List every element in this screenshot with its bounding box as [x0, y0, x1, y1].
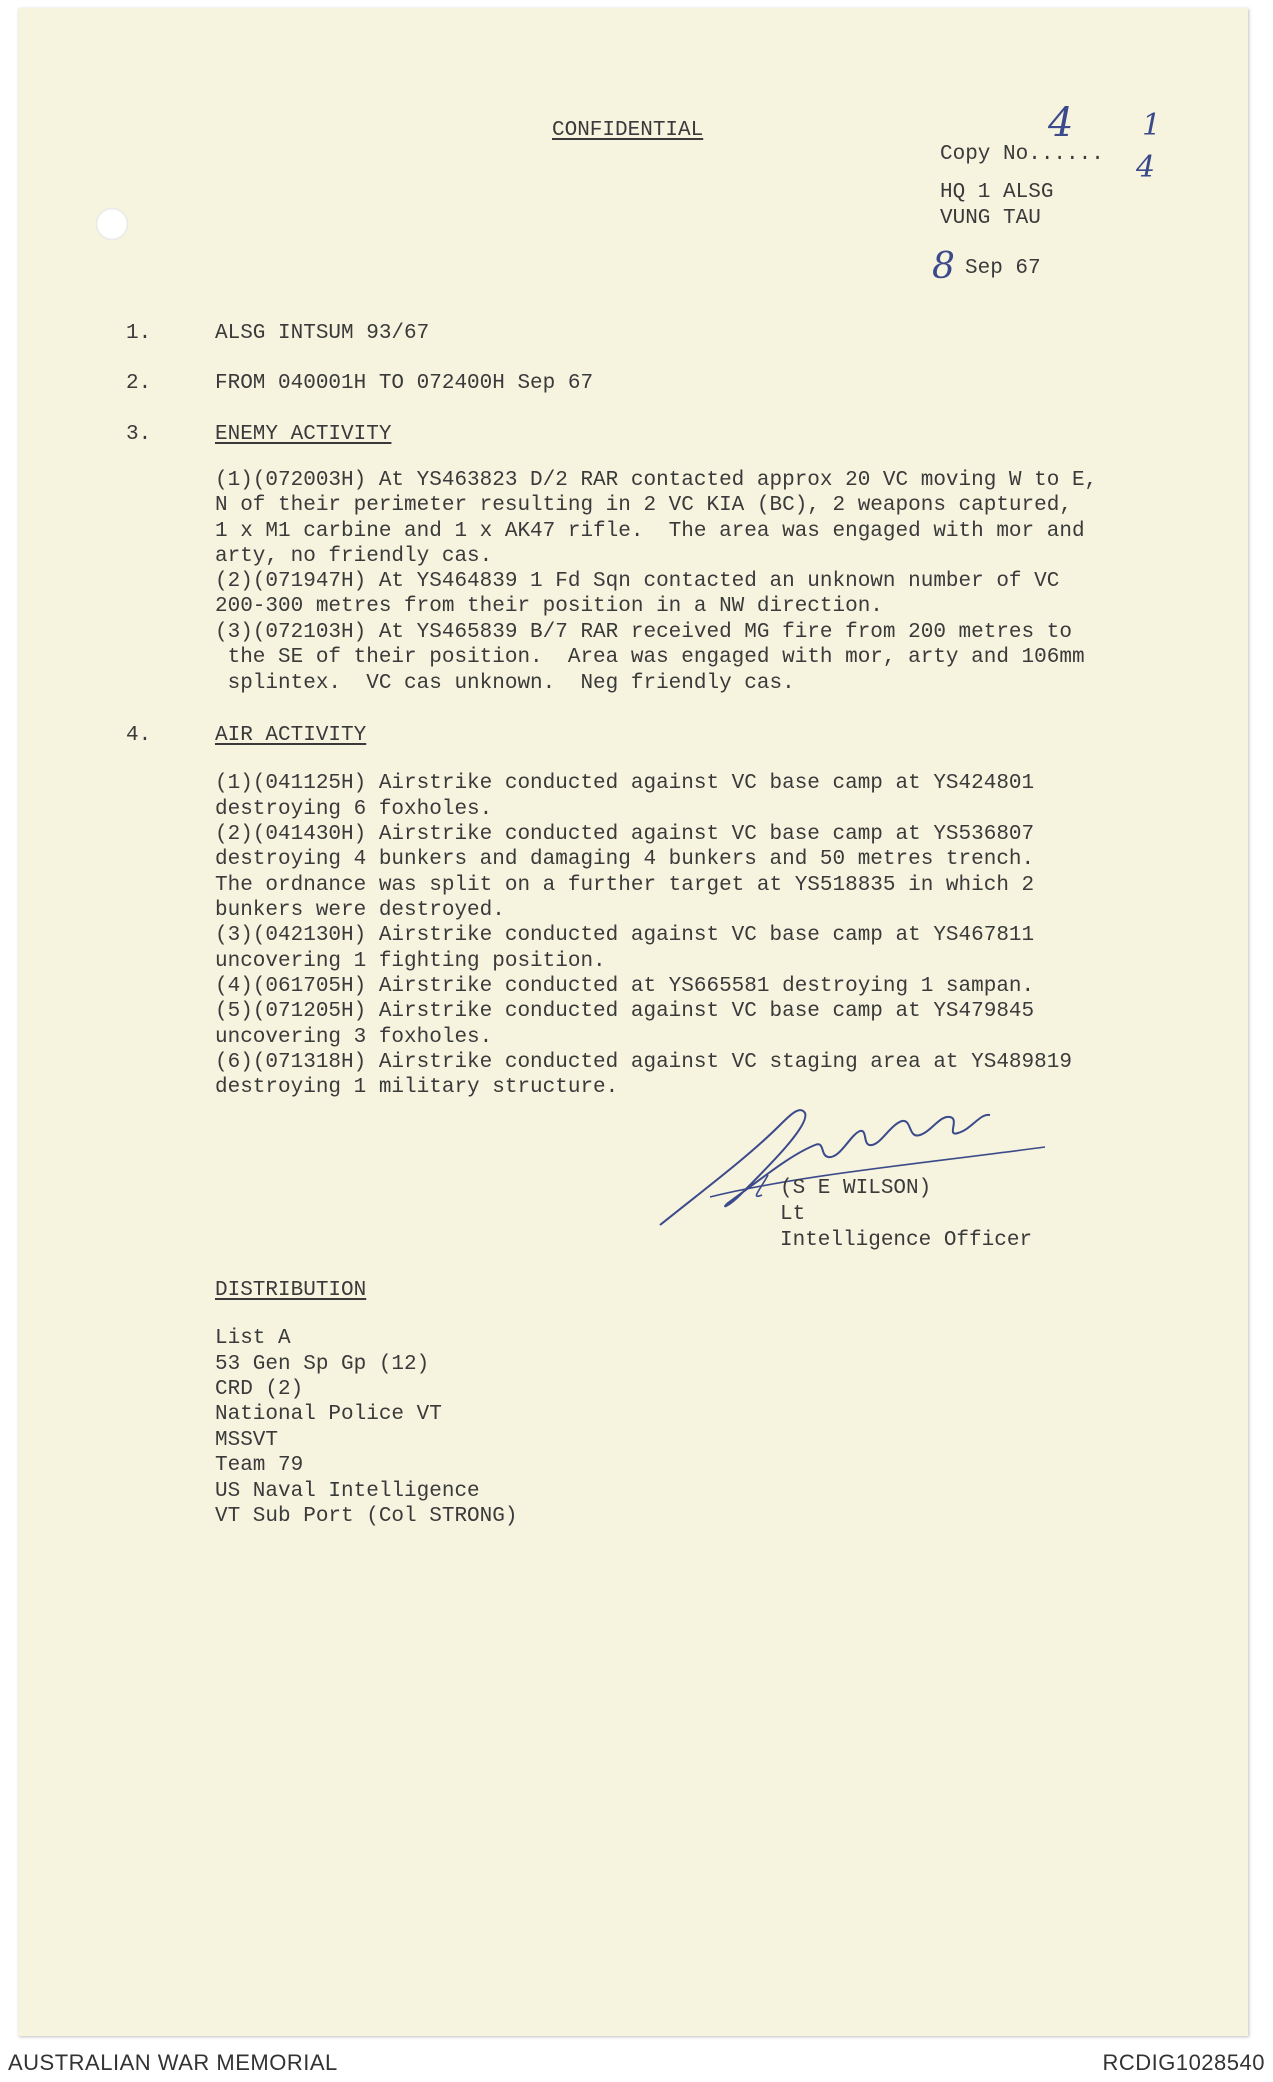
copy-number-label: Copy No...... — [940, 143, 1104, 166]
air-activity-heading: AIR ACTIVITY — [215, 724, 367, 747]
signatory-title: Intelligence Officer — [780, 1229, 1033, 1252]
air-activity-line: uncovering 3 foxholes. — [215, 1026, 493, 1049]
enemy-activity-heading: ENEMY ACTIVITY — [215, 423, 392, 446]
signatory-name: (S E WILSON) — [780, 1177, 932, 1200]
enemy-activity-line: arty, no friendly cas. — [215, 545, 493, 568]
period-covered: FROM 040001H TO 072400H Sep 67 — [215, 372, 594, 395]
signatory-rank: Lt — [780, 1203, 806, 1226]
enemy-activity-line: (3)(072103H) At YS465839 B/7 RAR received MG fire from 200 metres to — [215, 621, 1072, 644]
air-activity-line: destroying 4 bunkers and damaging 4 bunkers and 50 metres trench. — [215, 848, 1035, 871]
distribution-item: National Police VT — [215, 1403, 442, 1426]
air-activity-line: (1)(041125H) Airstrike conducted against VC base camp at YS424801 — [215, 772, 1035, 795]
enemy-activity-line: (2)(071947H) At YS464839 1 Fd Sqn contacted an unknown number of VC — [215, 570, 1060, 593]
distribution-item: List A — [215, 1327, 291, 1350]
unit-location: VUNG TAU — [940, 207, 1041, 230]
intsum-title: ALSG INTSUM 93/67 — [215, 322, 430, 345]
distribution-item: VT Sub Port (Col STRONG) — [215, 1505, 518, 1528]
enemy-activity-line: splintex. VC cas unknown. Neg friendly cas. — [215, 672, 795, 695]
enemy-activity-line: 1 x M1 carbine and 1 x AK47 rifle. The area was engaged with mor and — [215, 520, 1085, 543]
date: Sep 67 — [965, 257, 1041, 280]
distribution-item: Team 79 — [215, 1454, 304, 1477]
distribution-item: CRD (2) — [215, 1378, 304, 1401]
air-activity-line: The ordnance was split on a further target at YS518835 in which 2 — [215, 874, 1035, 897]
unit-name: HQ 1 ALSG — [940, 181, 1054, 204]
air-activity-line: destroying 6 foxholes. — [215, 798, 493, 821]
classification-heading: CONFIDENTIAL — [552, 119, 704, 142]
air-activity-line: destroying 1 military structure. — [215, 1076, 619, 1099]
distribution-item: US Naval Intelligence — [215, 1480, 480, 1503]
air-activity-line: uncovering 1 fighting position. — [215, 950, 606, 973]
air-activity-line: bunkers were destroyed. — [215, 899, 505, 922]
handwritten-copy-number: 4 — [1048, 100, 1074, 146]
signature-icon — [650, 1085, 1070, 1235]
air-activity-line: (3)(042130H) Airstrike conducted against VC base camp at YS467811 — [215, 924, 1035, 947]
para-2-number: 2. — [126, 372, 152, 395]
distribution-item: MSSVT — [215, 1429, 279, 1452]
air-activity-line: (6)(071318H) Airstrike conducted against VC staging area at YS489819 — [215, 1051, 1072, 1074]
para-3-number: 3. — [126, 423, 152, 446]
distribution-heading: DISTRIBUTION — [215, 1279, 367, 1302]
handwritten-margin-mark: 1 — [1142, 108, 1162, 143]
distribution-item: 53 Gen Sp Gp (12) — [215, 1353, 430, 1376]
enemy-activity-line: N of their perimeter resulting in 2 VC KIA (BC), 2 weapons captured, — [215, 494, 1072, 517]
enemy-activity-line: the SE of their position. Area was engaged with mor, arty and 106mm — [215, 646, 1085, 669]
para-1-number: 1. — [126, 322, 152, 345]
enemy-activity-line: 200-300 metres from their position in a NW direction. — [215, 595, 883, 618]
air-activity-line: (4)(061705H) Airstrike conducted at YS665581 destroying 1 sampan. — [215, 975, 1035, 998]
archive-reference: RCDIG1028540 — [1102, 2050, 1265, 2075]
punch-hole — [96, 208, 128, 240]
enemy-activity-line: (1)(072003H) At YS463823 D/2 RAR contacted approx 20 VC moving W to E, — [215, 469, 1098, 492]
handwritten-margin-mark-2: 4 — [1136, 150, 1156, 185]
air-activity-line: (2)(041430H) Airstrike conducted against VC base camp at YS536807 — [215, 823, 1035, 846]
handwritten-date-day: 8 — [932, 246, 955, 287]
air-activity-line: (5)(071205H) Airstrike conducted against VC base camp at YS479845 — [215, 1000, 1035, 1023]
para-4-number: 4. — [126, 724, 152, 747]
archive-credit: AUSTRALIAN WAR MEMORIAL — [8, 2050, 338, 2075]
